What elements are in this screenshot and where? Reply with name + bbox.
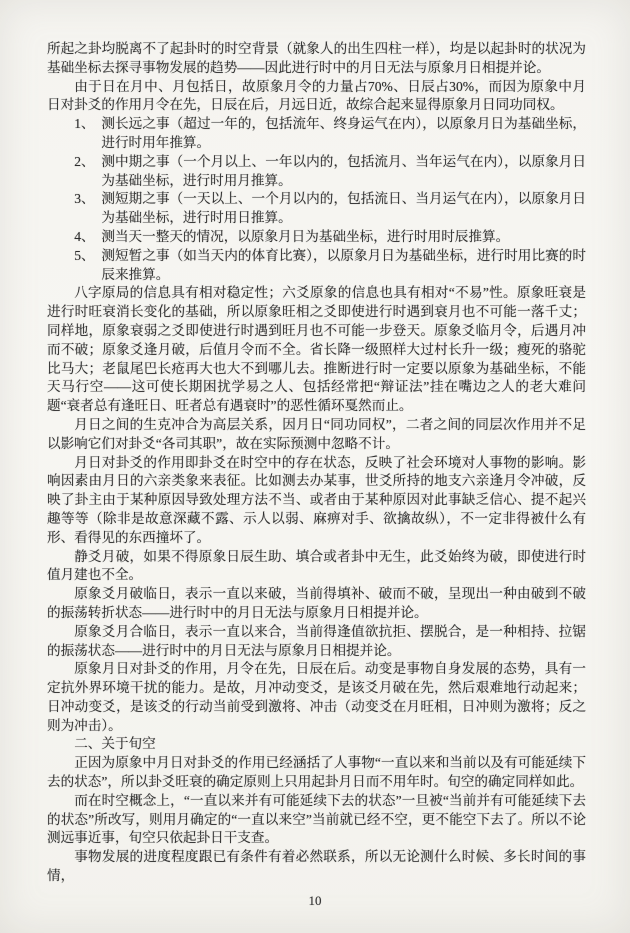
paragraph-break-on-day: 原象爻月破临日，表示一直以来破，当前得填补、破而不破，呈现出一种由破到不破的振荡转折状态——进行时中的月日无法与原象月日相提并论。	[47, 586, 586, 620]
list-item	[47, 153, 586, 191]
list-item-number: 4、	[74, 228, 95, 244]
paragraph-environment-influence: 月日对卦爻的作用即卦爻在时空中的存在状态，反映了社会环境对人事物的影响。影响因素由月日的六亲类象来表征。比如测去办某事，世爻所持的地支六亲逢月令冲破，反映了卦主由于某种原因导致处理方法不当、或者由于某种原因对此事缺乏信心、提不起兴趣等等（除非是故意深藏不露、示人以弱、麻痹对手、欲擒故纵），不一定非得被什么有形、看得见的东西撞坏了。	[47, 454, 586, 545]
list-item-text: 测短暂之事（如当天内的体育比赛），以原象月日为基础坐标，进行时用比赛的时辰来推算。	[101, 247, 586, 282]
list-item-number: 1、	[74, 116, 95, 132]
list-item	[47, 190, 586, 228]
page-number: 10	[308, 893, 322, 908]
list-item-text: 测短期之事（一天以上、一个月以内的，包括流日、当月运气在内），以原象月日为基础坐标，进行时用日推算。	[101, 191, 586, 226]
section-heading-xunkong: 二、关于旬空	[74, 736, 156, 752]
paragraph-progress: 事物发展的进度程度跟已有条件有着必然联系，所以无论测什么时候、多长时间的事情，	[47, 849, 586, 884]
list-item-text: 测中期之事（一个月以上、一年以内的，包括流月、当年运气在内），以原象月日为基础坐标，进行时用月推算。	[101, 153, 586, 188]
list-item-text: 测当天一整天的情况，以原象月日为基础坐标，进行时用时辰推算。	[101, 228, 510, 244]
list-item-number: 5、	[74, 247, 95, 263]
paragraph-static-yao-break: 静爻月破，如果不得原象日辰生助、填合或者卦中无生，此爻始终为破，即使进行时值月建也不全。	[47, 548, 586, 583]
list-item	[47, 228, 586, 247]
paragraph-high-level-relation: 月日之间的生克冲合为高层关系，因月日“同功同权”，二者之间的同层次作用并不足以影响它们对卦爻“各司其职”，故在实际预测中忽略不计。	[47, 416, 586, 451]
list-item	[47, 247, 586, 285]
paragraph-moving-yao: 原象月日对卦爻的作用，月令在先，日辰在后。动变是事物自身发展的态势，具有一定抗外界环境干扰的能力。是故，月冲动变爻，是该爻月破在先，然后艰难地行动起来；日冲动变爻，是该爻的行动当前受到激将、冲击（动变爻在月旺相，日冲则为激将；反之则为冲击）。	[47, 661, 586, 733]
numbered-list	[47, 115, 586, 284]
paragraph-intro-continuation: 所起之卦均脱离不了起卦时的时空背景（就象人的出生四柱一样），均是以起卦时的状况为基础坐标去探寻事物发展的趋势——因此进行时中的月日无法与原象月日相提并论。	[47, 41, 586, 75]
paragraph-xunkong-2: 而在时空概念上，“一直以来并有可能延续下去的状态”一旦被“当前并有可能延续下去的状态”所改写，则用月确定的“一直以来空”当前就已经不空，更不能空下去了。所以不论测远事近事，旬空只依起卦日干支查。	[47, 792, 586, 846]
list-item-number: 3、	[74, 191, 95, 207]
list-item	[47, 115, 586, 153]
list-item-text: 测长远之事（超过一年的，包括流年、终身运气在内），以原象月日为基础坐标，进行时用年推算。	[101, 116, 586, 150]
paragraph-monthday-power: 由于日在月中、月包括日，故原象月令的力量占70%、日辰占30%，而因为原象中月日对卦爻的作用月令在先，日辰在后，月远日近，故综合起来显得原象月日同功同权。	[47, 78, 586, 113]
list-item-number: 2、	[74, 153, 95, 169]
page-body	[47, 40, 586, 886]
paragraph-xunkong-1: 正因为原象中月日对卦爻的作用已经涵括了人事物“一直以来和当前以及有可能延续下去的状态”，所以卦爻旺衰的确定原则上只用起卦月日而不用年时。旬空的确定同样如此。	[47, 755, 586, 790]
paragraph-bazi-stability: 八字原局的信息具有相对稳定性；六爻原象的信息也具有相对“不易”性。原象旺衰是进行时旺衰消长变化的基础，所以原象旺相之爻即使进行时遇到衰月也不可能一落千丈；同样地，原象衰弱之爻即使进行时遇到旺月也不可能一步登天。原象爻临月令，后遇月冲而不破；原象爻逢月破，后值月令而不全。省长降一级照样大过村长升一级；瘦死的骆驼比马大；老鼠尾巴长疮再大也大不到哪儿去。推断进行时一定要以原象为基础坐标，不能天马行空——这可使长期困扰学易之人、包括经常把“辩证法”挂在嘴边之人的老大难问题“衰者总有逢旺日、旺者总有遇衰时”的恶性循环戛然而止。	[47, 285, 586, 414]
paragraph-combine-on-day: 原象爻月合临日，表示一直以来合，当前得逢值欲抗拒、摆脱合，是一种相持、拉锯的振荡状态——进行时中的月日无法与原象月日相提并论。	[47, 623, 586, 658]
